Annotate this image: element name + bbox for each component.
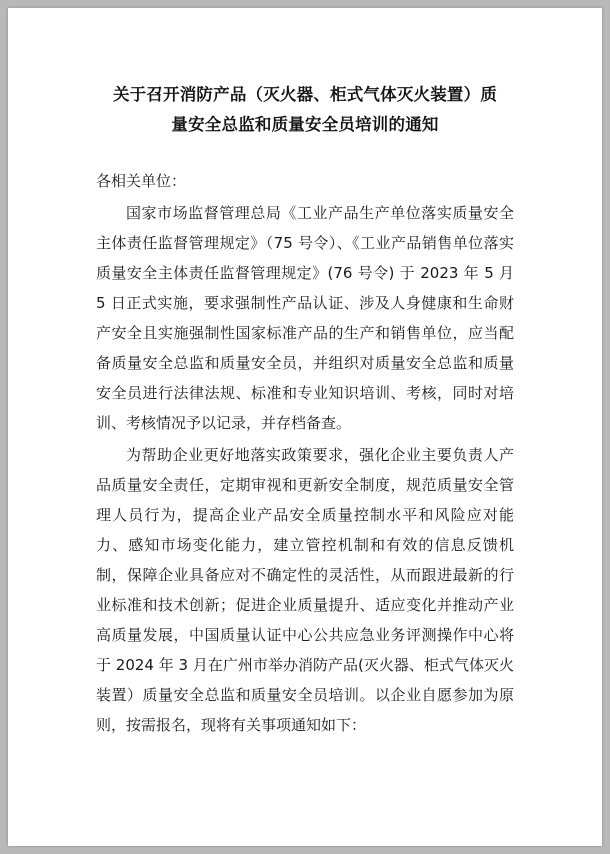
document-title-line-2: 量安全总监和质量安全员培训的通知 bbox=[171, 115, 439, 134]
paragraph-2: 为帮助企业更好地落实政策要求，强化企业主要负责人产品质量安全责任，定期审视和更新安全制度，规范质量安全管理人员行为，提高企业产品安全质量控制水平和风险应对能力、感知市场变化能力，建立管控机制和有效的信息反馈机制，保障企业具备应对不确定性的灵活性，从而跟进最新的行业标准和技术创新；促进企业质量提升、适应变化并推动产业高质量发展，中国质量认证中心公共应急业务评测操作中心将于 2024 年 3 月在广州市举办消防产品(灭火器、柜式气体灭火装置）质量安全总监和质量安全员培训。以企业自愿参加为原则，按需报名，现将有关事项通知如下： bbox=[96, 446, 514, 734]
document-page bbox=[8, 8, 602, 846]
paragraph-1: 国家市场监督管理总局《工业产品生产单位落实质量安全主体责任监督管理规定》（75 号令）、《工业产品销售单位落实质量安全主体责任监督管理规定》(76 号令) 于 2023 年 5 月 5 日正式实施，要求强制性产品认证、涉及人身健康和生命财产安全且实施强制性国家标准产品的生产和销售单位，应当配备质量安全总监和质量安全员，并组织对质量安全总监和质量安全员进行法律法规、标准和专业知识培训、考核，同时对培训、考核情况予以记录，并存档备查。 bbox=[96, 204, 514, 432]
document-title-line-1: 关于召开消防产品（灭火器、柜式气体灭火装置）质 bbox=[112, 85, 498, 104]
salutation: 各相关单位： bbox=[96, 172, 187, 190]
document-body bbox=[8, 8, 602, 740]
document-title bbox=[96, 80, 514, 140]
